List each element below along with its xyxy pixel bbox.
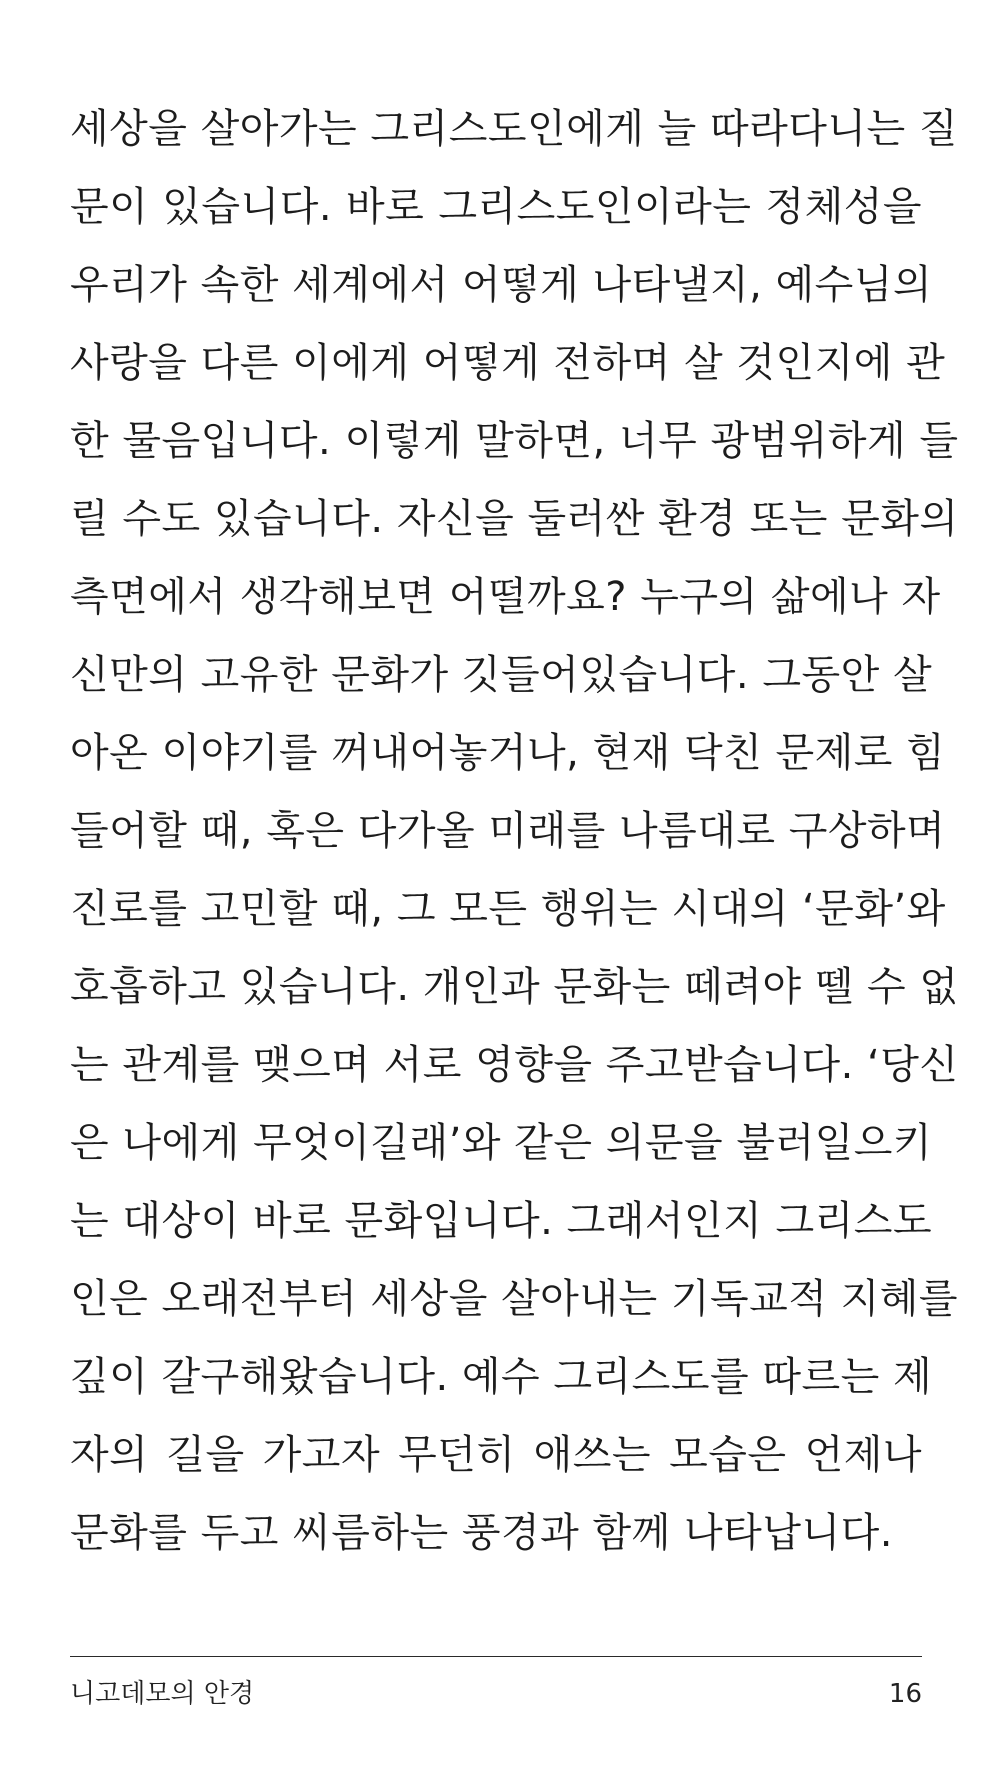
text-line: 아온 이야기를 꺼내어놓거나, 현재 닥친 문제로 힘 xyxy=(70,730,946,776)
text-line: 들어할 때, 혹은 다가올 미래를 나름대로 구상하며 xyxy=(70,808,946,854)
text-line: 진로를 고민할 때, 그 모든 행위는 시대의 ‘문화’와 xyxy=(70,886,946,932)
page-number: 16 xyxy=(888,1679,922,1709)
text-line: 깊이 갈구해왔습니다. 예수 그리스도를 따르는 제 xyxy=(70,1354,933,1400)
text-line: 신만의 고유한 문화가 깃들어있습니다. 그동안 살 xyxy=(70,652,933,698)
text-line: 는 대상이 바로 문화입니다. 그래서인지 그리스도 xyxy=(70,1198,933,1244)
text-line: 문화를 두고 씨름하는 풍경과 함께 나타납니다. xyxy=(70,1510,893,1556)
text-line: 릴 수도 있습니다. 자신을 둘러싼 환경 또는 문화의 xyxy=(70,496,959,542)
running-footer-title: 니고데모의 안경 xyxy=(70,1679,255,1709)
text-line: 문이 있습니다. 바로 그리스도인이라는 정체성을 xyxy=(70,184,922,230)
text-line: 사랑을 다른 이에게 어떻게 전하며 살 것인지에 관 xyxy=(70,340,946,386)
text-line: 세상을 살아가는 그리스도인에게 늘 따라다니는 질 xyxy=(70,106,959,152)
text-line: 자의 길을 가고자 무던히 애쓰는 모습은 언제나 xyxy=(70,1432,922,1478)
footer-divider xyxy=(70,1656,922,1657)
text-line: 은 나에게 무엇이길래’와 같은 의문을 불러일으키 xyxy=(70,1120,933,1166)
text-line: 호흡하고 있습니다. 개인과 문화는 떼려야 뗄 수 없 xyxy=(70,964,959,1010)
text-line: 측면에서 생각해보면 어떨까요? 누구의 삶에나 자 xyxy=(70,574,941,620)
body-paragraph xyxy=(70,90,959,1572)
text-line: 한 물음입니다. 이렇게 말하면, 너무 광범위하게 들 xyxy=(70,418,959,464)
text-line: 인은 오래전부터 세상을 살아내는 기독교적 지혜를 xyxy=(70,1276,959,1322)
text-line: 는 관계를 맺으며 서로 영향을 주고받습니다. ‘당신 xyxy=(70,1042,959,1088)
text-line: 우리가 속한 세계에서 어떻게 나타낼지, 예수님의 xyxy=(70,262,933,308)
